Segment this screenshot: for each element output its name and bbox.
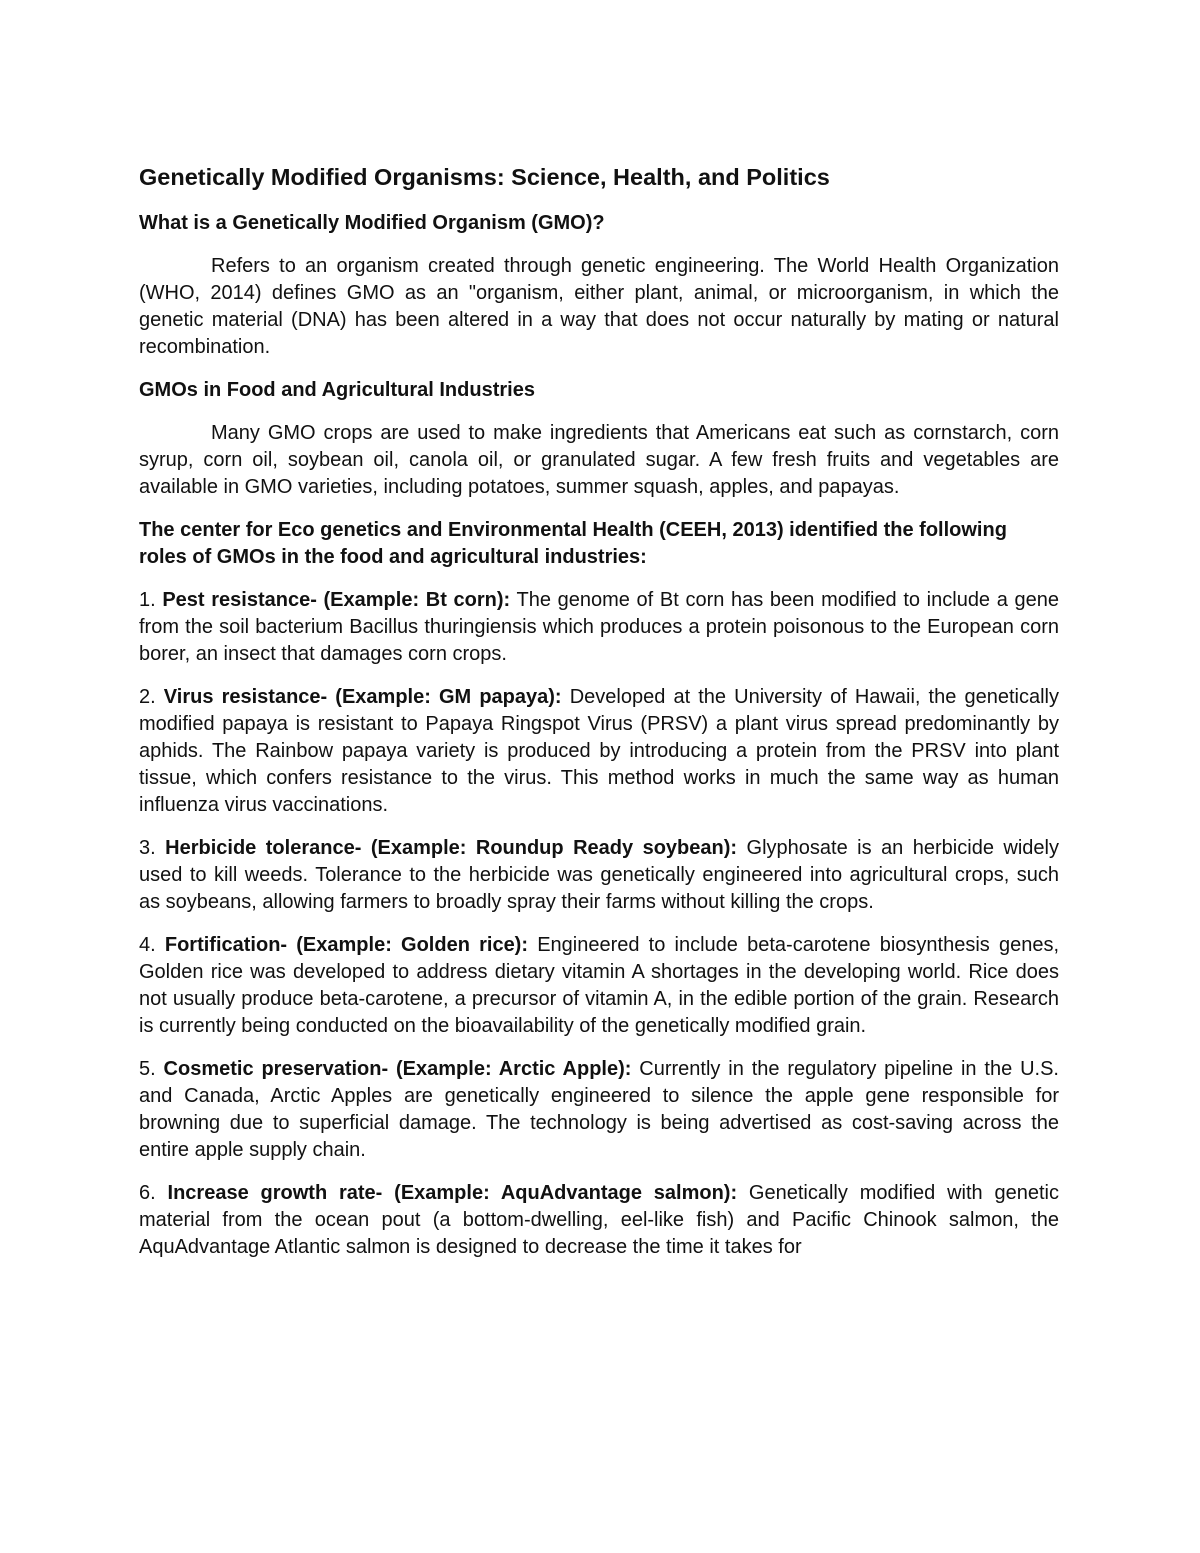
list-item-number: 2. [139, 686, 164, 708]
list-item-number: 5. [139, 1058, 164, 1080]
list-item-text: Currently in the regulatory pipeline in the U.S. and Canada, Arctic Apples are genetically engineered to silence the apple gene responsible for browning due to superficial damage. The technology is being advertised as cost-saving across the entire apple supply chain. [139, 1058, 1059, 1161]
list-item-label: Herbicide tolerance- (Example: Roundup Ready soybean): [165, 837, 738, 859]
list-item-label: Cosmetic preservation- (Example: Arctic Apple): [163, 1058, 632, 1080]
list-item-number: 3. [139, 837, 166, 859]
list-item-label: Increase growth rate- (Example: AquAdvantage salmon): [167, 1182, 738, 1204]
section-heading-what-is-gmo: What is a Genetically Modified Organism (GMO)? [139, 212, 605, 234]
list-item-text: Developed at the University of Hawaii, the genetically modified papaya is resistant to Papaya Ringspot Virus (PRSV) a plant virus spread predominantly by aphids. The Rainbow papaya variety is produced by introducing a protein from the PRSV into plant tissue, which confers resistance to the virus. This method works in much the same way as human influenza virus vaccinations. [139, 686, 1059, 816]
list-item-number: 4. [139, 934, 165, 956]
list-item-text: Glyphosate is an herbicide widely used to kill weeds. Tolerance to the herbicide was genetically engineered into agricultural crops, such as soybeans, allowing farmers to broadly spray their farms without killing the crops. [139, 837, 1059, 913]
list-item-herbicide-tolerance [139, 835, 1059, 916]
list-item-pest-resistance [139, 587, 1059, 668]
list-item-cosmetic-preservation [139, 1056, 1059, 1164]
list-item-number: 1. [139, 589, 163, 611]
document-title: Genetically Modified Organisms: Science, Health, and Politics [139, 164, 830, 190]
list-item-label: Virus resistance- (Example: GM papaya): [163, 686, 562, 708]
list-item-increase-growth-rate [139, 1180, 1059, 1261]
list-item-label: Pest resistance- (Example: Bt corn): [162, 589, 511, 611]
document-page [139, 160, 1059, 1277]
list-item-text: The genome of Bt corn has been modified to include a gene from the soil bacterium Bacillus thuringiensis which produces a protein poisonous to the European corn borer, an insect that damages corn crops. [139, 589, 1059, 665]
list-item-text: Engineered to include beta-carotene biosynthesis genes, Golden rice was developed to address dietary vitamin A shortages in the developing world. Rice does not usually produce beta-carotene, a precursor of vitamin A, in the edible portion of the grain. Research is currently being conducted on the bioavailability of the genetically modified grain. [139, 934, 1059, 1037]
paragraph-gmo-definition: Refers to an organism created through genetic engineering. The World Health Organization (WHO, 2014) defines GMO as an "organism, either plant, animal, or microorganism, in which the genetic material (DNA) has been altered in a way that does not occur naturally by mating or natural recombination. [139, 255, 1059, 358]
list-item-text: Genetically modified with genetic material from the ocean pout (a bottom-dwelling, eel-like fish) and Pacific Chinook salmon, the AquAdvantage Atlantic salmon is designed to decrease the time it takes for [139, 1182, 1059, 1258]
list-item-virus-resistance [139, 684, 1059, 819]
list-item-label: Fortification- (Example: Golden rice): [164, 934, 529, 956]
section-heading-gmos-in-food: GMOs in Food and Agricultural Industries [139, 379, 535, 401]
section-heading-ceeh-roles: The center for Eco genetics and Environmental Health (CEEH, 2013) identified the following roles of GMOs in the food and agricultural industries: [139, 519, 1007, 568]
paragraph-gmo-crops: Many GMO crops are used to make ingredients that Americans eat such as cornstarch, corn syrup, corn oil, soybean oil, canola oil, or granulated sugar. A few fresh fruits and vegetables are available in GMO varieties, including potatoes, summer squash, apples, and papayas. [139, 422, 1059, 498]
list-item-number: 6. [139, 1182, 168, 1204]
list-item-fortification [139, 932, 1059, 1040]
